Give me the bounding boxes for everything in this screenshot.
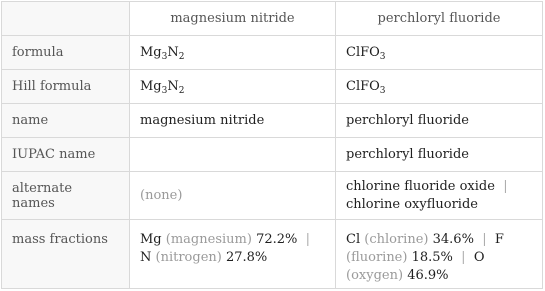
header-perchloryl-fluoride: perchloryl fluoride bbox=[377, 11, 501, 26]
formula-row bbox=[2, 36, 542, 70]
formula-magnesium-nitride: $Mg_3N_2$ bbox=[130, 36, 336, 69]
name-magnesium-nitride: magnesium nitride bbox=[130, 104, 336, 137]
iupac-name-magnesium-nitride bbox=[130, 138, 336, 171]
row-label: Hill formula bbox=[2, 70, 130, 103]
iupac-name-perchloryl-fluoride: perchloryl fluoride bbox=[346, 147, 469, 162]
hill-formula-magnesium-nitride: $Mg_3N_2$ bbox=[130, 70, 336, 103]
hill-formula-row bbox=[2, 70, 542, 104]
alternate-names-row bbox=[2, 172, 542, 220]
comparison-table bbox=[1, 1, 543, 289]
alternate-names-magnesium-nitride: (none) bbox=[130, 172, 336, 219]
mass-fractions-perchloryl-fluoride: Cl (chlorine) 34.6% | F (fluorine) 18.5% | O (oxygen) 46.9% bbox=[346, 232, 504, 283]
mass-fractions-magnesium-nitride: Mg (magnesium) 72.2% | N (nitrogen) 27.8% bbox=[130, 220, 336, 288]
row-label: formula bbox=[2, 36, 130, 69]
alternate-names-perchloryl-fluoride: chlorine fluoride oxide | chlorine oxyfluoride bbox=[346, 178, 508, 212]
formula-perchloryl-fluoride: ClFO$_3$ bbox=[346, 45, 386, 62]
header-magnesium-nitride: magnesium nitride bbox=[130, 2, 336, 35]
name-perchloryl-fluoride: perchloryl fluoride bbox=[346, 113, 469, 128]
hill-formula-perchloryl-fluoride: ClFO$_3$ bbox=[346, 79, 386, 96]
row-label: name bbox=[2, 104, 130, 137]
row-label: IUPAC name bbox=[2, 138, 130, 171]
header-empty-cell bbox=[2, 2, 130, 35]
mass-fractions-row bbox=[2, 220, 542, 288]
row-label: alternate names bbox=[2, 172, 130, 219]
header-row bbox=[2, 2, 542, 36]
row-label: mass fractions bbox=[2, 220, 130, 288]
name-row bbox=[2, 104, 542, 138]
iupac-name-row bbox=[2, 138, 542, 172]
